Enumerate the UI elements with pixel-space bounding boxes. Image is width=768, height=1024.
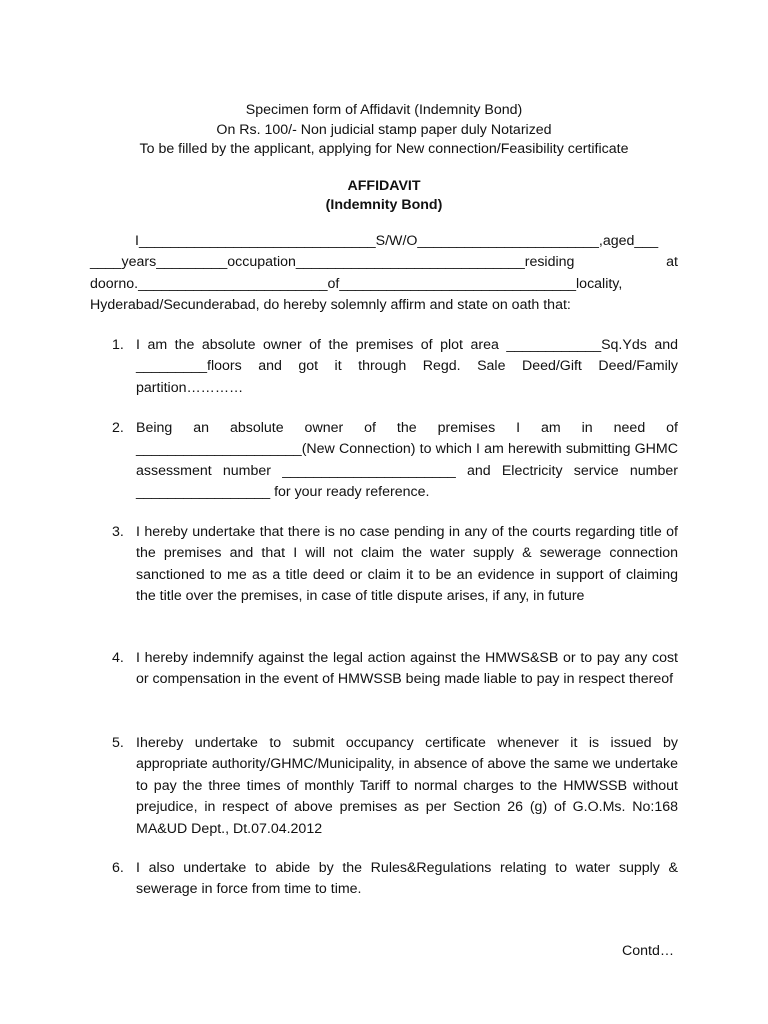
item-text: Ihereby undertake to submit occupancy certificate whenever it is issued by appropriate authority/GHMC/Municipality, in absence of above the same we undertake to pay the three times of monthly Tariff to normal charges to the HMWSSB without prejudice, in respect of above premises as per Section 26 (g) of G.O.Ms. No:168 MA&UD Dept., Dt.07.04.2012 bbox=[136, 735, 678, 837]
intro-line-1: I______________________________S/W/O_______________________,aged___ bbox=[135, 233, 659, 249]
intro-line-2: ____years_________occupation_____________________________residing at bbox=[90, 254, 678, 271]
intro-paragraph bbox=[90, 231, 678, 317]
item-text: Being an absolute owner of the premises I am in need of _____________________(New Connection) to which I am herewith submitting GHMC assessment number ______________________ and Electricity service number _________________ for your ready reference. bbox=[136, 420, 678, 501]
item-number: 2. bbox=[112, 420, 124, 436]
list-item bbox=[112, 733, 678, 840]
item-number: 1. bbox=[112, 337, 124, 353]
title-sub: (Indemnity Bond) bbox=[325, 197, 443, 213]
item-number: 4. bbox=[112, 650, 124, 666]
list-item bbox=[112, 418, 678, 504]
continued-label: Contd… bbox=[622, 943, 675, 959]
header-line-1: Specimen form of Affidavit (Indemnity Bond) bbox=[245, 102, 523, 118]
item-number: 6. bbox=[112, 860, 124, 876]
intro-line-3: doorno.________________________of______________________________locality, bbox=[90, 275, 623, 292]
item-text: I am the absolute owner of the premises of plot area ____________Sq.Yds and _________floors and got it through Regd. Sale Deed/Gift Deed/Family partition………… bbox=[136, 337, 678, 396]
intro-line-4: Hyderabad/Secunderabad, do hereby solemnly affirm and state on oath that: bbox=[90, 297, 571, 314]
item-text: I also undertake to abide by the Rules&Regulations relating to water supply & sewerage in force from time to time. bbox=[136, 860, 678, 898]
list-item bbox=[112, 648, 678, 691]
list-item bbox=[112, 858, 678, 901]
item-number: 3. bbox=[112, 524, 124, 540]
item-text: I hereby indemnify against the legal action against the HMWS&SB or to pay any cost or compensation in the event of HMWSSB being made liable to pay in respect thereof bbox=[136, 650, 678, 688]
document-header bbox=[0, 101, 768, 160]
header-line-3: To be filled by the applicant, applying for New connection/Feasibility certificate bbox=[139, 141, 629, 157]
list-item bbox=[112, 522, 678, 608]
title-main: AFFIDAVIT bbox=[347, 178, 421, 194]
affidavit-title bbox=[0, 177, 768, 215]
list-item bbox=[112, 335, 678, 399]
item-text: I hereby undertake that there is no case pending in any of the courts regarding title of the premises and that I will not claim the water supply & sewerage connection sanctioned to me as a title deed or claim it to be an evidence in support of claiming the title over the premises, in case of title dispute arises, if any, in future bbox=[136, 524, 678, 605]
header-line-2: On Rs. 100/- Non judicial stamp paper duly Notarized bbox=[216, 121, 552, 138]
item-number: 5. bbox=[112, 735, 124, 751]
